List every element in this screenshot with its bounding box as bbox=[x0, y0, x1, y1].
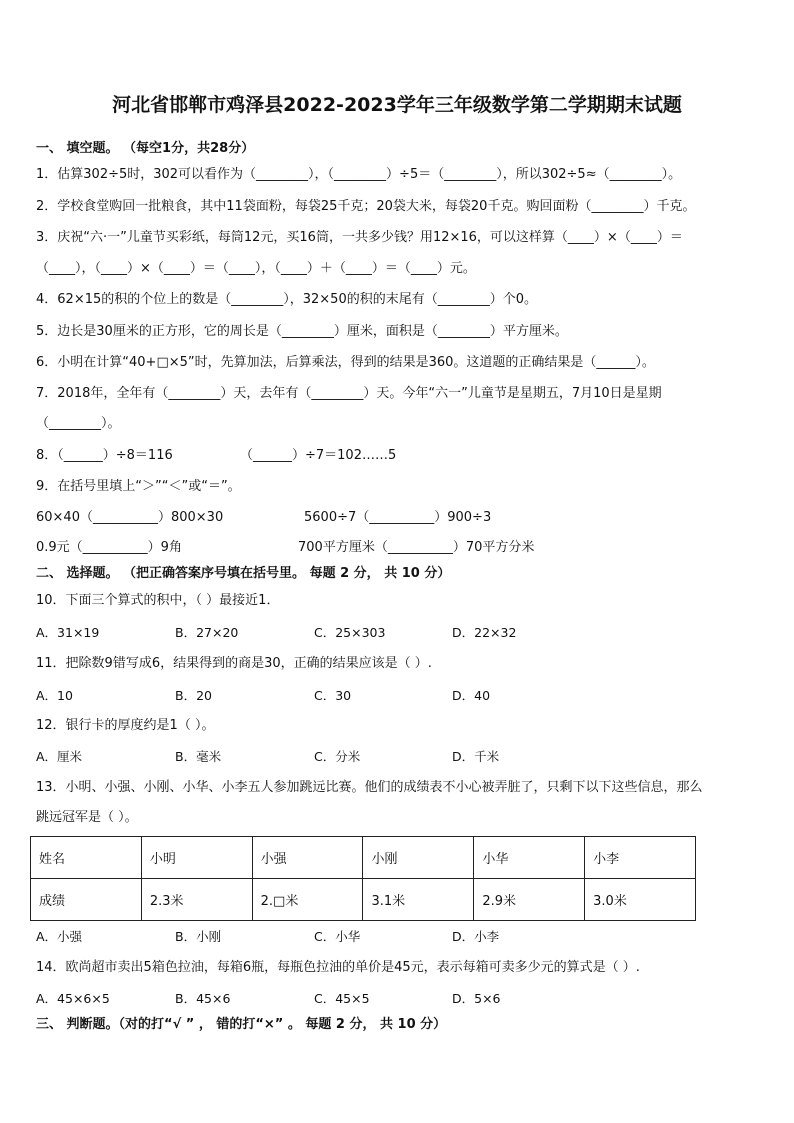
question-13-line-1: 13．小明、小强、小刚、小华、小李五人参加跳远比赛。他们的成绩表不小心被弄脏了，只剩下以下这些信息，那么 bbox=[36, 780, 703, 795]
q12-option-b: B．毫米 bbox=[175, 749, 222, 764]
q12-option-d: D．千米 bbox=[452, 749, 500, 764]
q10-option-a: A．31×19 bbox=[36, 625, 100, 640]
section-1-heading: 一、 填空题。 （每空1分，共28分） bbox=[36, 141, 255, 156]
question-3-line-1: 3．庆祝“六·一”儿童节买彩纸，每筒12元，买16筒，一共多少钱？用12×16，可以这样算（____）×（____）＝ bbox=[36, 230, 683, 245]
table-row bbox=[31, 879, 696, 921]
table-cell: 小强 bbox=[252, 837, 363, 879]
q13-option-b: B．小刚 bbox=[175, 929, 222, 944]
question-7-line-2: （________）。 bbox=[36, 416, 121, 431]
q11-option-d: D．40 bbox=[452, 688, 491, 703]
table-cell: 小华 bbox=[474, 837, 585, 879]
question-14: 14．欧尚超市卖出5箱色拉油，每箱6瓶，每瓶色拉油的单价是45元，表示每箱可卖多少元的算式是（ ）. bbox=[36, 960, 640, 975]
table-header-row bbox=[31, 837, 696, 879]
question-9-item-a: 60×40（__________）800×30 bbox=[36, 510, 224, 525]
page-title: 河北省邯郸市鸡泽县2022-2023学年三年级数学第二学期期末试题 bbox=[112, 94, 682, 116]
q13-option-d: D．小李 bbox=[452, 929, 500, 944]
q11-option-a: A．10 bbox=[36, 688, 73, 703]
q10-option-b: B．27×20 bbox=[175, 625, 239, 640]
question-8-part-2: （______）÷7＝102……5 bbox=[240, 448, 397, 463]
q11-option-c: C．30 bbox=[314, 688, 352, 703]
question-5: 5．边长是30厘米的正方形，它的周长是（________）厘米，面积是（________）平方厘米。 bbox=[36, 324, 568, 339]
question-9-item-c: 0.9元（__________）9角 bbox=[36, 540, 182, 555]
q11-option-b: B．20 bbox=[175, 688, 212, 703]
table-cell: 小李 bbox=[585, 837, 696, 879]
long-jump-score-table bbox=[30, 836, 696, 921]
table-cell: 2.9米 bbox=[474, 879, 585, 921]
q13-option-c: C．小华 bbox=[314, 929, 361, 944]
table-cell: 2.3米 bbox=[141, 879, 252, 921]
question-12: 12．银行卡的厚度约是1（ ）。 bbox=[36, 718, 215, 733]
section-3-heading: 三、 判断题。（对的打“√ ” ， 错的打“×” 。 每题 2 分， 共 10 分） bbox=[36, 1017, 447, 1032]
q14-option-a: A．45×6×5 bbox=[36, 991, 110, 1006]
question-13-line-2: 跳远冠军是（ ）。 bbox=[36, 810, 138, 825]
question-2: 2．学校食堂购回一批粮食，其中11袋面粉，每袋25千克；20袋大米，每袋20千克。购回面粉（________）千克。 bbox=[36, 199, 696, 214]
table-cell: 3.0米 bbox=[585, 879, 696, 921]
q13-option-a: A．小强 bbox=[36, 929, 83, 944]
q14-option-b: B．45×6 bbox=[175, 991, 231, 1006]
q10-option-d: D．22×32 bbox=[452, 625, 517, 640]
question-1: 1．估算302÷5时，302可以看作为（________），（________）÷5＝（________），所以302÷5≈（________）。 bbox=[36, 167, 682, 182]
table-cell: 小明 bbox=[141, 837, 252, 879]
table-cell: 3.1米 bbox=[363, 879, 474, 921]
question-9-item-d: 700平方厘米（__________）70平方分米 bbox=[298, 540, 535, 555]
question-3-line-2: （____），（____）×（____）＝（____），（____）＋（____）＝（____）元。 bbox=[36, 261, 476, 276]
question-8-part-1: 8．（______）÷8＝116 bbox=[36, 448, 173, 463]
q14-option-d: D．5×6 bbox=[452, 991, 501, 1006]
q12-option-c: C．分米 bbox=[314, 749, 361, 764]
section-2-heading: 二、 选择题。 （把正确答案序号填在括号里。 每题 2 分， 共 10 分） bbox=[36, 566, 451, 581]
question-11: 11．把除数9错写成6，结果得到的商是30，正确的结果应该是（ ）. bbox=[36, 656, 432, 671]
question-4: 4．62×15的积的个位上的数是（________），32×50的积的末尾有（________）个0。 bbox=[36, 292, 537, 307]
table-cell: 成绩 bbox=[31, 879, 142, 921]
question-10: 10．下面三个算式的积中，（ ）最接近1． bbox=[36, 593, 280, 608]
table-cell: 小刚 bbox=[363, 837, 474, 879]
question-7-line-1: 7．2018年，全年有（________）天，去年有（________）天。今年“六一”儿童节是星期五，7月10日是星期 bbox=[36, 386, 662, 401]
table-cell: 2.□米 bbox=[252, 879, 363, 921]
q10-option-c: C．25×303 bbox=[314, 625, 386, 640]
q14-option-c: C．45×5 bbox=[314, 991, 370, 1006]
q12-option-a: A．厘米 bbox=[36, 749, 83, 764]
table-cell: 姓名 bbox=[31, 837, 142, 879]
question-9-item-b: 5600÷7（__________）900÷3 bbox=[304, 510, 492, 525]
question-6: 6．小明在计算“40+□×5”时，先算加法，后算乘法，得到的结果是360。这道题的正确结果是（______）。 bbox=[36, 355, 655, 370]
question-9-prompt: 9．在括号里填上“＞”“＜”或“＝”。 bbox=[36, 479, 241, 494]
